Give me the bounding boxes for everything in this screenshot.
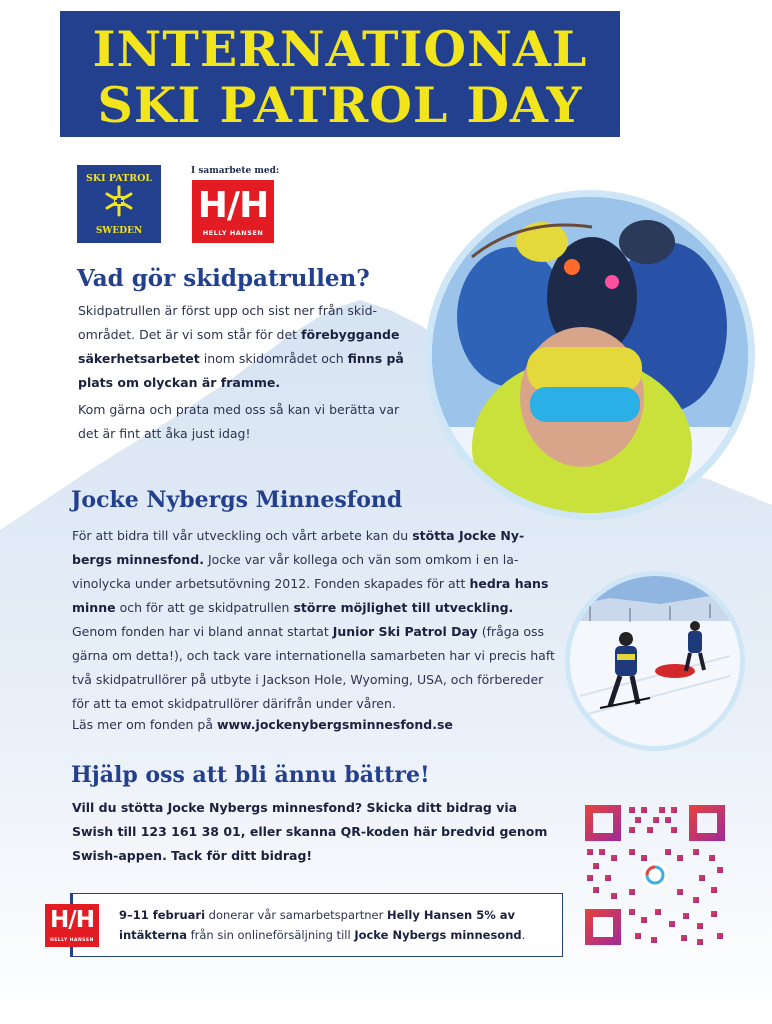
ski-rescue-sled-photo (565, 571, 745, 751)
snowflake-cross-icon (104, 185, 134, 217)
paragraph-intro: Skidpatrullen är först upp och sist ner från skid-området. Det är vi som står för det förebyggande säkerhetsarbetet inom skidområdet och finns på plats om olyckan är framme. (78, 303, 404, 390)
paragraph-welcome: Kom gärna och prata med oss så kan vi berätta var det är fint att åka just idag! (78, 402, 400, 441)
ski-patrol-logo-bottom: SWEDEN (95, 226, 143, 236)
title-line-2: SKI PATROL DAY (97, 76, 583, 134)
helly-hansen-name-small: HELLY HANSEN (50, 938, 94, 943)
heading-jocke-nybergs: Jocke Nybergs Minnesfond (71, 487, 403, 513)
paragraph-swish: Vill du stötta Jocke Nybergs minnesfond? Skicka ditt bidrag via Swish till 123 161 38 01, eller skanna QR-koden här bredvid genom Swish-appen. Tack för ditt bidrag! (72, 800, 548, 863)
helly-hansen-mark: H/H (197, 185, 269, 226)
paragraph-fund-intro: För att bidra till vår utveckling och vårt arbete kan du stötta Jocke Ny-bergs minnesfond. Jocke var vår kollega och vän som omkom i en la-vinolycka under arbetsutövning 2012. Fonden skapades för att hedra hans minne och för att ge skidpatrullen större möjlighet till utveckling. (72, 528, 549, 615)
title-banner (60, 11, 620, 137)
fund-website-link[interactable]: www.jockenybergsminnesfond.se (216, 717, 453, 732)
title-line-1: INTERNATIONAL (92, 20, 588, 78)
heading-hjalp-oss: Hjälp oss att bli ännu bättre! (71, 762, 430, 788)
helly-hansen-logo-small (45, 904, 99, 947)
helly-hansen-name: HELLY HANSEN (202, 229, 264, 237)
helly-hansen-logo (192, 180, 274, 243)
ski-patrol-logo-top: SKI PATROL (85, 173, 153, 184)
donation-info-box (70, 893, 563, 957)
paragraph-read-more: Läs mer om fonden på www.jockenybergsminnesfond.se (72, 717, 453, 732)
heading-vad-gor: Vad gör skidpatrullen? (77, 265, 370, 292)
ski-patrol-sweden-logo (77, 165, 161, 243)
donation-text: 9–11 februari donerar vår samarbetspartner Helly Hansen 5% av intäkterna från sin onlineförsäljning till Jocke Nybergs minnesond. (119, 908, 526, 942)
ski-patrol-selfie-photo (425, 190, 755, 520)
collaboration-label: I samarbete med: (191, 166, 280, 176)
paragraph-fund-activities: Genom fonden har vi bland annat startat Junior Ski Patrol Day (fråga oss gärna om detta!), och tack vare internationella samarbeten har vi precis haft två skidpatrullörer på utbyte i Jackson Hole, Wyoming, USA, och förbereder för att ta emot skidpatrullörer därifrån under våren. (72, 624, 555, 711)
helly-hansen-mark-small: H/H (50, 907, 94, 933)
swish-qr-code[interactable] (585, 805, 725, 945)
